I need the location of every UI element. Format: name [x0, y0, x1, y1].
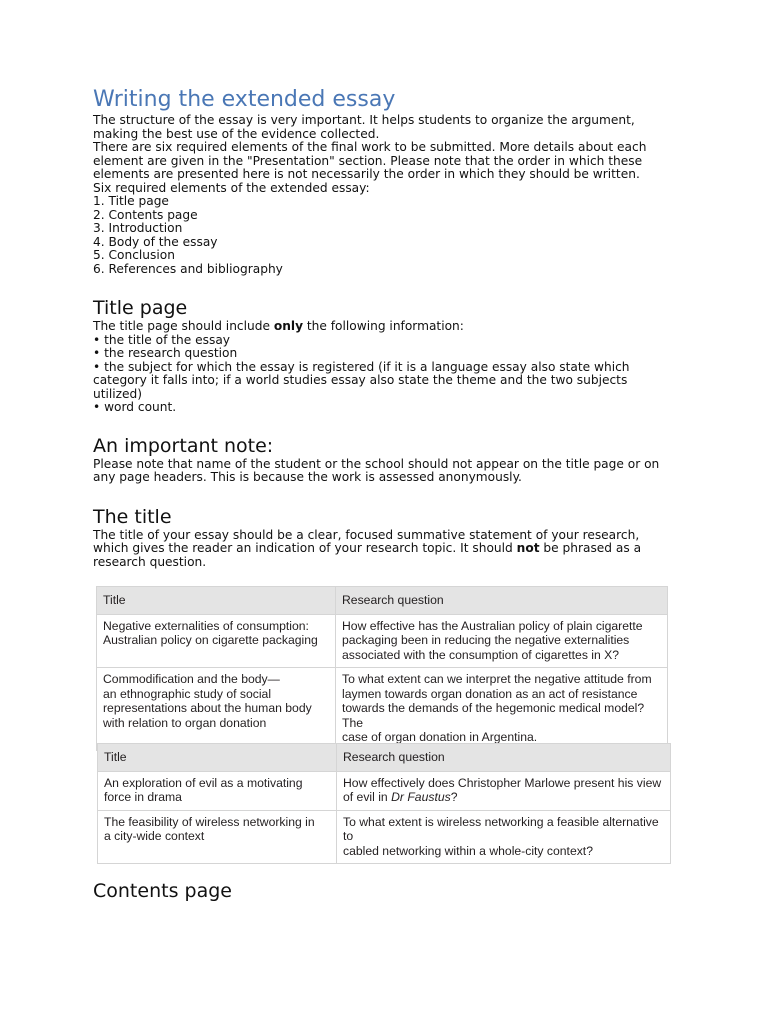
table-row [98, 810, 671, 864]
intro-line: The structure of the essay is very important. It helps students to organize the argument, [93, 113, 635, 127]
the-title-section [93, 529, 683, 570]
table-header-research-question: Research question [336, 587, 668, 615]
lead-bold: only [273, 319, 304, 333]
cell-line: representations about the human body [103, 701, 312, 715]
cell-line: force in drama [104, 790, 182, 804]
table-cell-question [337, 810, 671, 864]
intro-line: Six required elements of the extended essay: [93, 180, 370, 195]
intro-line: There are six required elements of the final work to be submitted. More details about each [93, 140, 647, 154]
list-item: 5. Conclusion [93, 248, 175, 262]
table-header-title: Title [98, 744, 337, 772]
cell-line: The feasibility of wireless networking in [104, 814, 315, 829]
bullet-item: category it falls into; if a world studies essay also state the theme and the two subjects [93, 373, 628, 387]
cell-line: To what extent is wireless networking a feasible alternative to [343, 814, 659, 843]
cell-text: of evil in [343, 790, 392, 804]
table-cell-question [336, 668, 668, 751]
list-item: 3. Introduction [93, 221, 183, 235]
section-heading-the-title: The title [93, 505, 172, 528]
section-heading-title-page: Title page [93, 297, 188, 319]
cell-line: How effective has the Australian policy of plain cigarette [342, 618, 643, 633]
note-section [93, 458, 683, 485]
the-title-line [93, 542, 683, 556]
lead-text: The title page should include [93, 319, 274, 333]
cell-line: To what extent can we interpret the negative attitude from [342, 672, 652, 686]
cell-line: laymen towards organ donation as an act of resistance [342, 686, 638, 701]
line-text: be phrased as a [539, 541, 642, 555]
title-page-section [93, 320, 683, 415]
cell-line [343, 790, 664, 805]
cell-line: Australian policy on cigarette packaging [103, 633, 318, 647]
intro-line: making the best use of the evidence collected. [93, 126, 380, 141]
section-heading-contents-page: Contents page [93, 880, 232, 902]
intro-section [93, 114, 683, 276]
cell-line [343, 844, 664, 859]
cell-text: cabled networking within a whole-city context? [343, 843, 593, 858]
list-item: 2. Contents page [93, 207, 198, 222]
cell-line: an ethnographic study of social [103, 686, 272, 701]
example-titles-table-1 [96, 586, 668, 751]
table-cell-question [336, 614, 668, 668]
intro-line: elements are presented here is not necessarily the order in which they should be written. [93, 167, 640, 181]
line-text: which gives the reader an indication of your research topic. It should [93, 541, 517, 555]
cell-line: associated with the consumption of cigarettes in X? [342, 647, 620, 662]
cell-line: Negative externalities of consumption: [103, 618, 309, 633]
intro-line: element are given in the "Presentation" section. Please note that the order in which these [93, 153, 643, 168]
table-cell-title [98, 771, 337, 810]
cell-line: How effectively does Christopher Marlowe present his view [343, 775, 662, 790]
cell-italic: Dr Faustus [391, 790, 451, 804]
note-line: any page headers. This is because the work is assessed anonymously. [93, 470, 522, 484]
line-bold: not [516, 541, 540, 555]
cell-line: Commodification and the body— [103, 672, 280, 686]
cell-line: towards the demands of the hegemonic medical model? The [342, 701, 645, 730]
title-page-lead [93, 320, 683, 334]
bullet-item: • word count. [93, 400, 177, 414]
table-header-title: Title [97, 587, 336, 615]
example-titles-table-2 [97, 743, 671, 864]
list-item: 1. Title page [93, 194, 169, 208]
table-header-row [98, 744, 671, 772]
cell-text: ? [450, 790, 458, 804]
list-item: 6. References and bibliography [93, 261, 283, 276]
document-body [93, 86, 683, 569]
cell-line: packaging been in reducing the negative externalities [342, 633, 630, 647]
page-title: Writing the extended essay [93, 87, 396, 112]
cell-line: with relation to organ donation [103, 715, 267, 730]
table-header-row [97, 587, 668, 615]
bullet-item: • the subject for which the essay is registered (if it is a language essay also state which [93, 359, 630, 374]
table-cell-title [97, 668, 336, 751]
the-title-line: The title of your essay should be a clear, focused summative statement of your research, [93, 527, 640, 542]
table-header-research-question: Research question [337, 744, 671, 772]
table-cell-title [97, 614, 336, 668]
cell-line: An exploration of evil as a motivating [104, 775, 303, 790]
cell-line: a city-wide context [104, 829, 205, 843]
section-heading-important-note: An important note: [93, 434, 274, 457]
note-line: Please note that name of the student or the school should not appear on the title page or on [93, 456, 660, 471]
table-row [97, 614, 668, 668]
the-title-line: research question. [93, 554, 207, 569]
table-cell-question [337, 771, 671, 810]
table-row [97, 668, 668, 751]
bullet-item: • the research question [93, 346, 238, 360]
table-cell-title [98, 810, 337, 864]
list-item: 4. Body of the essay [93, 234, 218, 249]
bullet-item: utilized) [93, 386, 143, 401]
bullet-item: • the title of the essay [93, 332, 231, 347]
lead-text: the following information: [303, 319, 464, 333]
table-row [98, 771, 671, 810]
cell-line: case of organ donation in Argentina. [342, 730, 538, 744]
